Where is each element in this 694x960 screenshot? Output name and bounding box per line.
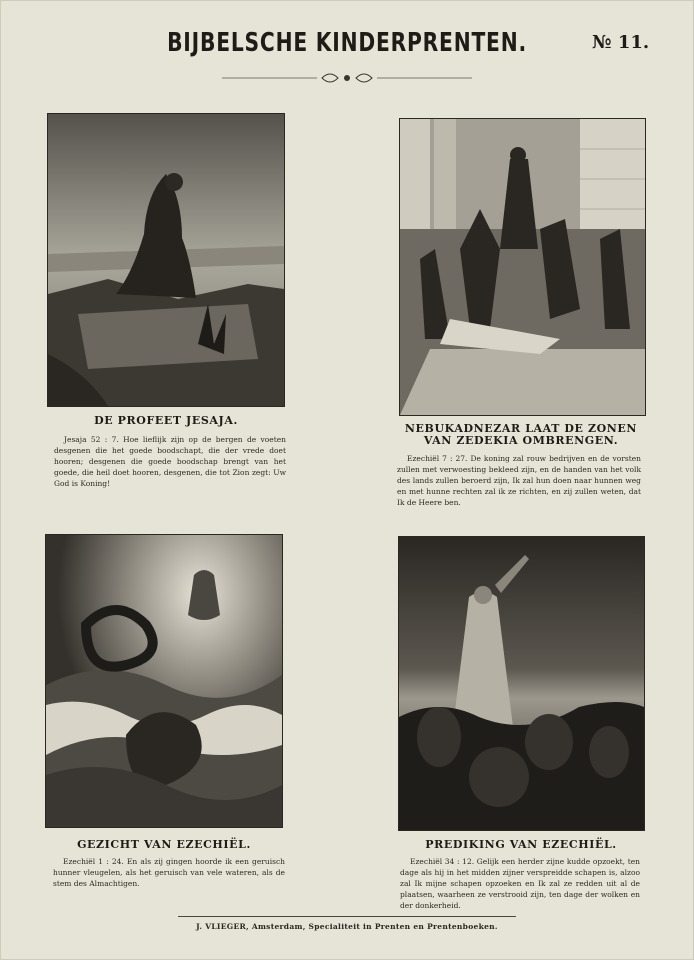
panel-3-text: Ezechiël 1 : 24. En als zij gingen hoorde ik een geruisch hunner vleugelen, als het geruisch van vele wateren, als de stem des Almachtigen.	[53, 857, 285, 888]
publisher-footer: J. VLIEGER, Amsterdam, Specialiteit in Prenten en Prentenboeken.	[196, 922, 498, 931]
illustration-preaching-of-ezekiel	[398, 536, 645, 831]
panel-3-caption: GEZICHT VAN EZECHIËL.	[77, 838, 251, 851]
illustration-prophet-isaiah	[47, 113, 285, 407]
ornament-divider	[222, 70, 472, 86]
panel-4-text: Ezechiël 34 : 12. Gelijk een herder zijne kudde opzoekt, ten dage als hij in het midden zijner verspreidde schapen is, alzoo zal Ik mijne schapen opzoeken en Ik zal ze redden uit al de plaatsen, waarheen ze verstrooid zijn, ten dage der wolken en der donkerheid.	[400, 857, 640, 910]
panel-2-caption: NEBUKADNEZAR LAAT DE ZONEN VAN ZEDEKIA OMBRENGEN.	[404, 422, 638, 447]
illustration-sons-of-zedekiah	[399, 118, 646, 416]
plate-number: № 11.	[592, 32, 650, 53]
panel-1-text: Jesaja 52 : 7. Hoe lieflijk zijn op de bergen de voeten desgenen die het goede boodschapt, die der vrede doet hooren; desgenen die goede boodschap brengt van het goede, die heil doet hooren, desgenen, die tot Zion zegt: Uw God is Koning!	[54, 435, 286, 488]
footer-rule	[178, 916, 516, 917]
panel-2-text: Ezechiël 7 : 27. De koning zal rouw bedrijven en de vorsten zullen met verwoesting bekleed zijn, en de handen van het volk des lands zullen beroerd zijn, Ik zal hun doen naar hunnen weg en met hunne rechten zal ik ze richten, en zij zullen weten, dat Ik de Heere ben.	[397, 454, 641, 507]
panel-4-caption: PREDIKING VAN EZECHIËL.	[425, 838, 617, 851]
page-title: BIJBELSCHE KINDERPRENTEN.	[167, 28, 527, 58]
panel-1-caption: DE PROFEET JESAJA.	[94, 414, 238, 427]
illustration-vision-of-ezekiel	[45, 534, 283, 828]
